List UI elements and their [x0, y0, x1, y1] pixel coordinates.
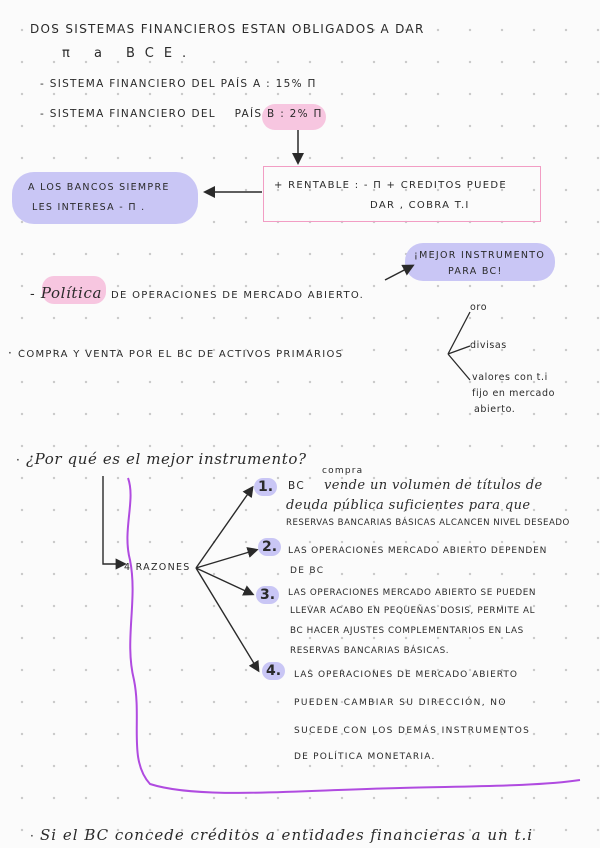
pink-box-line-1: + RENTABLE : - Π + CREDITOS PUEDE — [274, 180, 507, 191]
reason-1-line-3: RESERVAS BANCARIAS BÁSICAS ALCANCEN NIVEL DESEADO — [286, 518, 570, 528]
reason-3-line-4: RESERVAS BANCARIAS BÁSICAS. — [290, 646, 450, 656]
footer-line — [30, 826, 533, 844]
country-b-label: PAÍS B — [234, 108, 276, 120]
reason-4-line-3: SUCEDE CON LOS DEMÁS INSTRUMENTOS — [294, 726, 531, 736]
reason-3-line-1: LAS OPERACIONES MERCADO ABIERTO SE PUEDEN — [288, 588, 537, 598]
reason-2-number: 2. — [258, 538, 281, 556]
question-dot: · — [16, 453, 22, 467]
arrow-to-best-tool — [385, 266, 412, 280]
bullet-dash: - — [40, 108, 46, 120]
arrow-reason-4 — [196, 568, 258, 670]
bullet-country-a — [40, 78, 317, 90]
bullet-dash: - — [40, 78, 46, 90]
reason-1-line-2: deuda pública suficientes para que — [286, 498, 531, 513]
branch-divisas: divisas — [470, 340, 507, 351]
reason-4-line-1: LAS OPERACIONES DE MERCADO ABIERTO — [294, 670, 518, 680]
arrow-reason-2 — [196, 550, 256, 568]
branch-brace — [448, 312, 470, 380]
branch-oro: oro — [470, 302, 488, 313]
reason-1-number: 1. — [254, 478, 277, 496]
branch-abierto: abierto. — [474, 404, 516, 415]
branch-fijo: fijo en mercado — [472, 388, 556, 399]
bank-bubble-line-2: LES INTERESA - Π . — [32, 202, 146, 213]
reason-1-bc: BC — [288, 480, 305, 492]
reason-4-number: 4. — [262, 662, 285, 680]
reason-1-line-1: vende un volumen de títulos de — [324, 478, 543, 493]
definition-text: COMPRA Y VENTA POR EL BC DE ACTIVOS PRIMARIOS — [18, 349, 344, 360]
reason-1-compra: compra — [322, 466, 364, 476]
bullet-text: SISTEMA FINANCIERO DEL — [49, 108, 216, 120]
reason-2-line-2: DE BC — [290, 566, 325, 576]
policy-line — [30, 284, 364, 302]
best-tool-line-2: PARA BC! — [448, 266, 503, 277]
policy-label: Política — [40, 284, 103, 302]
reason-4-line-4: DE POLÍTICA MONETARIA. — [294, 752, 436, 762]
bullet-country-b — [40, 108, 323, 120]
footer-dot: · — [30, 829, 36, 843]
reason-4-line-2: PUEDEN CAMBIAR SU DIRECCIÓN, NO — [294, 698, 507, 708]
question-text: ¿Por qué es el mejor instrumento? — [26, 450, 307, 468]
definition-line — [8, 346, 343, 360]
definition-dot: · — [8, 346, 14, 360]
policy-rest: DE OPERACIONES DE MERCADO ABIERTO. — [111, 290, 365, 301]
reason-3-line-2: LLEVAR ACABO EN PEQUEÑAS DOSIS, PERMITE AL — [290, 606, 536, 616]
bank-bubble-line-1: A LOS BANCOS SIEMPRE — [28, 182, 170, 193]
pink-box-line-2: DAR , COBRA T.I — [370, 200, 470, 211]
reason-3-line-3: BC HACER AJUSTES COMPLEMENTARIOS EN LAS — [290, 626, 524, 636]
reason-2-line-1: LAS OPERACIONES MERCADO ABIERTO DEPENDEN — [288, 546, 548, 556]
intro-line-1: DOS SISTEMAS FINANCIEROS ESTAN OBLIGADOS A DAR — [30, 22, 425, 36]
reason-3-number: 3. — [256, 586, 279, 604]
arrow-reason-1 — [196, 488, 252, 568]
branch-valores: valores con t.i — [472, 372, 548, 383]
bullet-text: SISTEMA FINANCIERO DEL PAÍS A : 15% Π — [49, 78, 317, 90]
intro-line-2: π a BCE. — [62, 46, 197, 61]
question-to-razones — [103, 476, 124, 564]
bullet-after: : 2% Π — [280, 108, 323, 120]
best-tool-line-1: ¡MEJOR INSTRUMENTO — [414, 250, 546, 261]
question-line — [16, 450, 307, 468]
footer-text: Si el BC concede créditos a entidades financieras a un t.i — [40, 826, 534, 844]
razones-label: 4 RAZONES — [124, 562, 191, 573]
policy-dash: - — [30, 287, 36, 302]
